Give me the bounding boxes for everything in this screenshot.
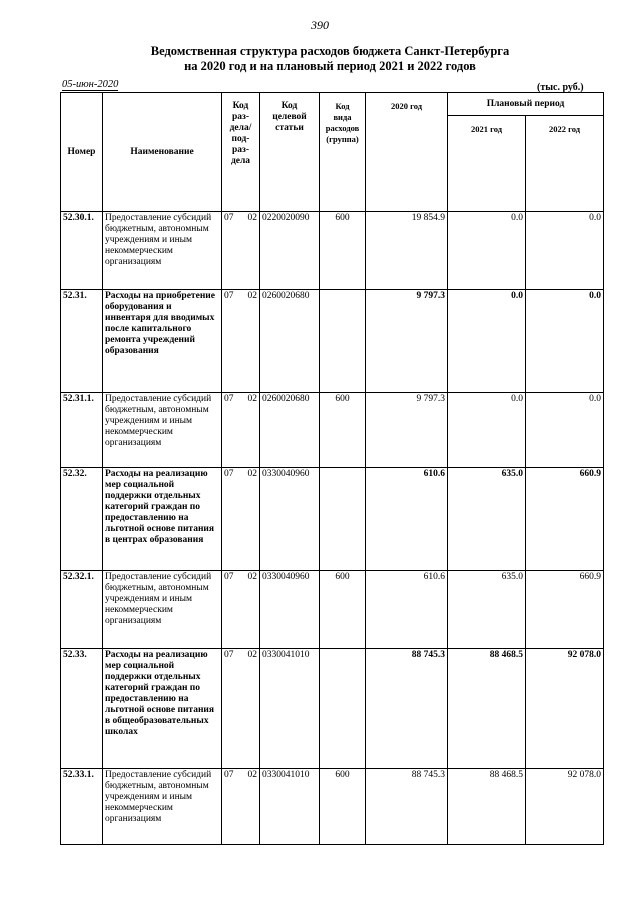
table-body <box>61 212 604 845</box>
row-amount-2020: 610.6 <box>366 468 448 571</box>
row-amount-2021: 88 468.5 <box>448 649 526 769</box>
budget-table <box>60 92 604 845</box>
row-amount-2021: 88 468.5 <box>448 769 526 845</box>
row-amount-2020: 9 797.3 <box>366 290 448 393</box>
row-name: Предоставление субсидий бюджетным, автономным учреждениям и иным некоммерческим организациям <box>103 769 222 845</box>
row-number: 52.31.1. <box>61 393 103 468</box>
row-name: Расходы на приобретение оборудования и инвентаря для вводимых после капитального ремонта учреждений образования <box>103 290 222 393</box>
row-name: Расходы на реализацию мер социальной поддержки отдельных категорий граждан по предоставлению на льготной основе питания в общеобразовательных школах <box>103 649 222 769</box>
row-amount-2020: 610.6 <box>366 571 448 649</box>
row-csr: 0330040960 <box>260 468 320 571</box>
header-2022: 2022 год <box>526 116 604 212</box>
header-name: Наименование <box>103 93 222 212</box>
row-podrazdel-code: 02 <box>247 394 257 404</box>
page-number: 390 <box>311 18 329 32</box>
row-number: 52.33.1. <box>61 769 103 845</box>
row-amount-2020: 88 745.3 <box>366 649 448 769</box>
row-razdel-code: 07 <box>224 291 234 301</box>
header-2021: 2021 год <box>448 116 526 212</box>
row-razdel <box>222 468 260 571</box>
row-vr <box>320 649 366 769</box>
row-csr: 0260020680 <box>260 393 320 468</box>
row-amount-2022: 0.0 <box>526 393 604 468</box>
row-amount-2022: 0.0 <box>526 212 604 290</box>
row-number: 52.33. <box>61 649 103 769</box>
row-vr <box>320 468 366 571</box>
row-amount-2022: 92 078.0 <box>526 769 604 845</box>
row-csr: 0260020680 <box>260 290 320 393</box>
table-row <box>61 649 604 769</box>
row-amount-2021: 0.0 <box>448 212 526 290</box>
row-razdel-code: 07 <box>224 213 234 223</box>
title-line-2: на 2020 год и на плановый период 2021 и 2022 годов <box>184 59 476 73</box>
row-name: Предоставление субсидий бюджетным, автономным учреждениям и иным некоммерческим организациям <box>103 212 222 290</box>
row-razdel <box>222 769 260 845</box>
row-podrazdel-code: 02 <box>247 572 257 582</box>
row-amount-2020: 19 854.9 <box>366 212 448 290</box>
row-amount-2022: 660.9 <box>526 571 604 649</box>
row-razdel <box>222 649 260 769</box>
row-amount-2020: 88 745.3 <box>366 769 448 845</box>
table-row <box>61 468 604 571</box>
row-amount-2022: 0.0 <box>526 290 604 393</box>
title-line-1: Ведомственная структура расходов бюджета Санкт-Петербурга <box>150 44 510 58</box>
row-name: Расходы на реализацию мер социальной поддержки отдельных категорий граждан по предоставлению на льготной основе питания в центрах образования <box>103 468 222 571</box>
row-podrazdel-code: 02 <box>247 770 257 780</box>
row-csr: 0330040960 <box>260 571 320 649</box>
row-csr: 0330041010 <box>260 769 320 845</box>
header-2020: 2020 год <box>366 93 448 212</box>
row-amount-2022: 660.9 <box>526 468 604 571</box>
table-row <box>61 290 604 393</box>
header-razdel: Код раз- дела/ под- раз- дела <box>222 93 260 212</box>
document-title <box>60 44 600 74</box>
row-razdel <box>222 212 260 290</box>
row-podrazdel-code: 02 <box>247 650 257 660</box>
row-vr: 600 <box>320 393 366 468</box>
table-row <box>61 212 604 290</box>
row-razdel <box>222 571 260 649</box>
row-amount-2022: 92 078.0 <box>526 649 604 769</box>
row-razdel-code: 07 <box>224 572 234 582</box>
row-vr: 600 <box>320 212 366 290</box>
row-razdel-code: 07 <box>224 770 234 780</box>
row-amount-2021: 0.0 <box>448 393 526 468</box>
row-amount-2021: 0.0 <box>448 290 526 393</box>
row-csr: 0220020090 <box>260 212 320 290</box>
row-amount-2020: 9 797.3 <box>366 393 448 468</box>
row-podrazdel-code: 02 <box>247 291 257 301</box>
table-row <box>61 393 604 468</box>
row-podrazdel-code: 02 <box>247 469 257 479</box>
row-amount-2021: 635.0 <box>448 571 526 649</box>
header-vr: Код вида расходов (группа) <box>320 93 366 212</box>
row-csr: 0330041010 <box>260 649 320 769</box>
table-row <box>61 769 604 845</box>
row-podrazdel-code: 02 <box>247 213 257 223</box>
document-date: 05-июн-2020 <box>62 79 119 90</box>
row-number: 52.32.1. <box>61 571 103 649</box>
row-number: 52.30.1. <box>61 212 103 290</box>
table-row <box>61 571 604 649</box>
row-vr: 600 <box>320 769 366 845</box>
row-razdel-code: 07 <box>224 650 234 660</box>
row-razdel <box>222 290 260 393</box>
header-csr: Код целевой статьи <box>260 93 320 212</box>
row-razdel <box>222 393 260 468</box>
row-razdel-code: 07 <box>224 469 234 479</box>
row-vr: 600 <box>320 571 366 649</box>
row-name: Предоставление субсидий бюджетным, автономным учреждениям и иным некоммерческим организациям <box>103 571 222 649</box>
header-planned-period: Плановый период <box>448 93 604 116</box>
header-number: Номер <box>61 93 103 212</box>
row-vr <box>320 290 366 393</box>
row-razdel-code: 07 <box>224 394 234 404</box>
units-label: (тыс. руб.) <box>537 82 584 93</box>
row-number: 52.31. <box>61 290 103 393</box>
row-number: 52.32. <box>61 468 103 571</box>
row-amount-2021: 635.0 <box>448 468 526 571</box>
row-name: Предоставление субсидий бюджетным, автономным учреждениям и иным некоммерческим организациям <box>103 393 222 468</box>
